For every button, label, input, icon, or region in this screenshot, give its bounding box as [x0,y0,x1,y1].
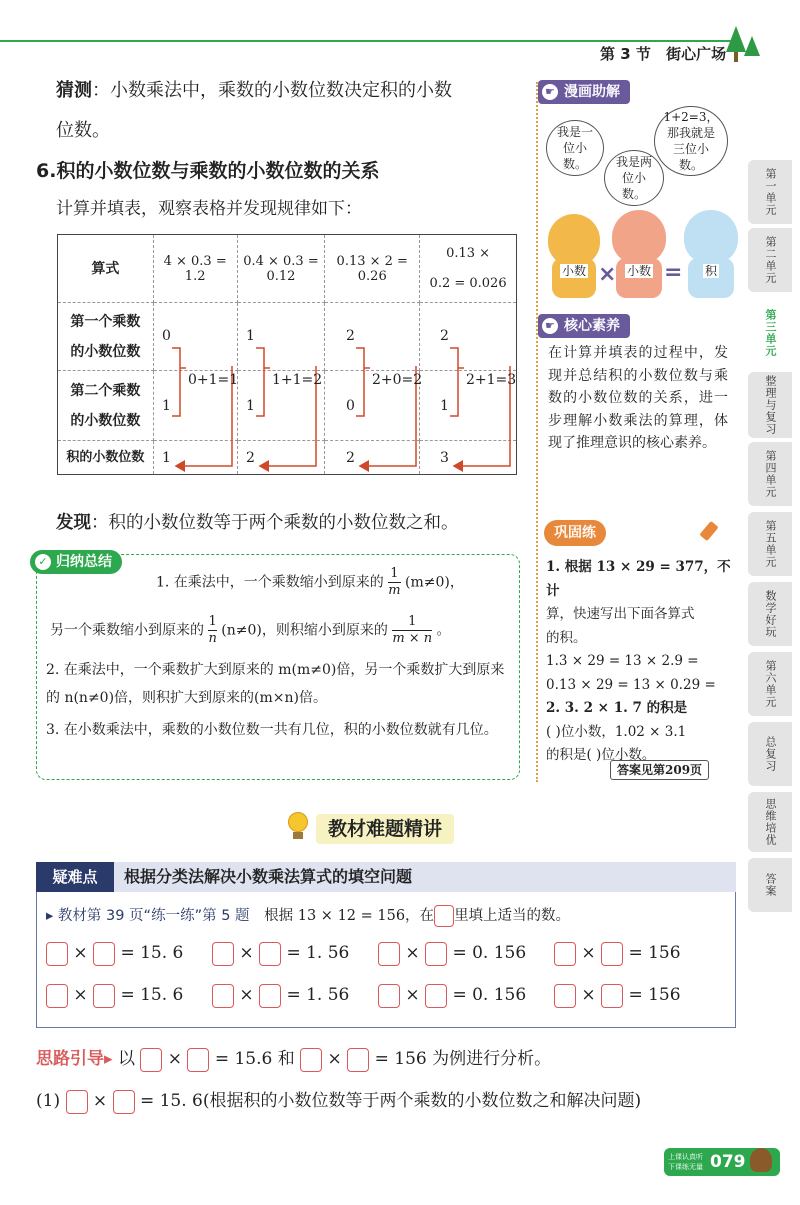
second-digits-4: 1 [440,398,449,414]
blank-box[interactable] [347,1048,369,1072]
guess-paragraph [56,76,531,106]
practice-line: 0.13 × 29 = 13 × 0.29 = [546,676,716,693]
guess-text-cont: 位数。 [56,120,110,141]
first-digits-1: 0 [162,328,171,344]
hint-step1: (1) × = 15. 6(根据积的小数位数等于两个乘数的小数位数之和解决问题) [36,1088,641,1114]
hint-arrow-icon: ▸ [104,1049,113,1069]
row-header-second: 第二个乘数 的小数位数 [58,371,154,441]
fraction-1-over-mn: $\frac{1}{m \times n}$ [392,614,433,646]
equation-result: = 156 [628,985,681,1005]
guess-label: 猜测 [56,80,92,101]
blank-box[interactable] [187,1048,209,1072]
section-title: 街心广场 [666,45,727,63]
core-text: 在计算并填表的过程中，发现并总结积的小数位数与乘数的小数位数的关系，进一步理解小数乘法的算理，体现了推理意识的核心素养。 [548,345,728,452]
step1-label: (1) [36,1091,61,1111]
difficult-title: 根据分类法解决小数乘法算式的填空问题 [124,867,413,886]
blank-box[interactable] [66,1090,88,1114]
equals-symbol: = [664,260,683,285]
tab-unit-2[interactable]: 第二单元 [748,228,792,292]
expr-4 [420,235,517,303]
practice-line: 的积是( )位小数。 [546,747,656,763]
blank-box[interactable] [601,984,623,1008]
footer-slogan: 上课认真听 下课练无量 [668,1153,703,1171]
fraction-1-over-n: $\frac{1}{n}$ [208,614,217,646]
equation-result: = 0. 156 [452,943,527,963]
equation-row1-2: × = 1. 56 [212,940,349,966]
finding-text: ：积的小数位数等于两个乘数的小数位数之和。 [91,513,459,533]
row-header-first: 第一个乘数 的小数位数 [58,303,154,371]
summary-p3: 3. 在小数乘法中，乘数的小数位数一共有几位，积的小数位数就有几位。 [46,722,498,738]
blank-box[interactable] [212,984,234,1008]
times-symbol: × [598,262,617,287]
blank-box [434,905,454,927]
hint-line: 思路引导▸ 以 × = 15.6 和 × = 156 为例进行分析。 [36,1046,551,1072]
expr-3: 0.13 × 2 = 0.26 [325,235,420,303]
equation-row1-3: × = 0. 156 [378,940,526,966]
difficult-ref-line [46,904,570,927]
finding-label: 发现 [56,513,91,533]
tab-unit-8[interactable]: 第六单元 [748,652,792,716]
tab-unit-9[interactable]: 总复习 [748,722,792,786]
tab-unit-5[interactable]: 第四单元 [748,442,792,506]
expr-4-line1: 0.13 × [446,245,491,261]
row-header-product: 积的小数位数 [58,441,154,475]
step1-text: = 15. 6(根据积的小数位数等于两个乘数的小数位数之和解决问题) [139,1091,642,1111]
section-number: 第 3 节 [600,45,651,63]
triangle-icon: ▸ [46,908,54,924]
difficult-ref: 教材第 39 页“练一练”第 5 题 [57,908,250,924]
header-section [600,43,726,64]
product-digits-4: 3 [440,450,449,466]
tab-unit-3[interactable]: 第三单元 [748,300,792,366]
product-digits-1: 1 [162,450,171,466]
equation-result: = 15. 6 [120,943,184,963]
lightbulb-icon [288,812,310,840]
blank-box[interactable] [259,942,281,966]
sum-4: 2+1=3 [466,372,517,388]
blank-box[interactable] [259,984,281,1008]
bear-pink-body: 小数 [616,258,662,298]
practice-line: 算，快速写出下面各算式 [546,606,695,622]
blank-box[interactable] [93,942,115,966]
speech-bubble-1: 我是一位小数。 [546,120,604,176]
blank-box[interactable] [212,942,234,966]
tree-icon [726,26,746,52]
sum-1: 0+1=1 [188,372,239,388]
tab-unit-6[interactable]: 第五单元 [748,512,792,576]
summary-p1-line1: 1. 在乘法中，一个乘数缩小到原来的 $\frac{1}{m}$ (m≠0)， [156,566,464,598]
instruction-text: 计算并填表，观察表格并发现规律如下： [56,199,362,219]
pointing-hand-icon-2: ☛ [542,318,558,334]
expr-1: 4 × 0.3 = 1.2 [153,235,237,303]
blank-box[interactable] [554,984,576,1008]
hint-text-c: = 156 为例进行分析。 [374,1049,552,1069]
practice-line: ( )位小数，1.02 × 3.1 [546,723,687,740]
practice-line: 1. 根据 13 × 29 = 377，不计 [546,559,731,599]
difficult-banner: 教材难题精讲 [316,814,454,844]
hint-text-b: = 15.6 和 [214,1049,295,1069]
second-digits-1: 1 [162,398,171,414]
second-digits-3: 0 [346,398,355,414]
tab-unit-4[interactable]: 整理与复习 [748,372,792,438]
equation-row2-1: × = 15. 6 [46,982,183,1008]
equation-result: = 1. 56 [286,985,350,1005]
blank-box[interactable] [93,984,115,1008]
speech-bubble-3: 1+2=3，那我就是三位小数。 [654,106,728,176]
given-text-a: 根据 13 × 12 = 156，在 [264,908,435,924]
tab-unit-11[interactable]: 答案 [748,858,792,912]
tab-unit-1[interactable]: 第一单元 [748,160,792,224]
fraction-1-over-m: $\frac{1}{m}$ [388,566,401,598]
answer-reference[interactable]: 答案见第209页 [610,760,709,780]
header-rule [0,40,735,42]
blank-box[interactable] [554,942,576,966]
equation-result: = 0. 156 [452,985,527,1005]
first-digits-2: 1 [246,328,255,344]
guess-text: ：小数乘法中，乘数的小数位数决定积的小数 [92,80,452,101]
bear-pink-head [612,210,666,264]
check-icon: ✓ [35,554,51,570]
pointing-hand-icon: ☛ [542,84,558,100]
blank-box[interactable] [140,1048,162,1072]
blank-box[interactable] [425,984,447,1008]
digits-table [57,234,517,475]
hint-label: 思路引导 [36,1049,104,1069]
product-digits-3: 2 [346,450,355,466]
first-digits-4: 2 [440,328,449,344]
summary-p2: 2. 在乘法中，一个乘数扩大到原来的 m(m≠0)倍，另一个乘数扩大到原来的 n(n≠0)倍，则积扩大到原来的(m×n)倍。 [46,662,505,706]
speech-bubble-2: 我是两位小数。 [604,150,664,206]
bear-yellow-body: 小数 [552,258,596,298]
page-number: 079 [710,1152,746,1172]
tree-trunk [734,52,738,62]
bear-blue-body: 积 [688,258,734,298]
blank-box[interactable] [425,942,447,966]
tree-icon-small [744,36,760,56]
difficult-tag: 疑难点 [36,862,114,892]
sum-2: 1+1=2 [272,372,323,388]
summary-tag: ✓ 归纳总结 [30,550,122,574]
equation-result: = 1. 56 [286,943,350,963]
summary-p1-line2: 另一个乘数缩小到原来的 $\frac{1}{n}$ (n≠0)，则积缩小到原来的 $\frac{1}{m \times n}$ 。 [50,614,451,646]
tab-unit-7[interactable]: 数学好玩 [748,582,792,646]
practice-questions [546,556,736,768]
practice-line: 2. 3. 2 × 1. 7 的积是 [546,700,688,716]
expr-4-line2: 0.2 = 0.026 [429,275,507,291]
finding-paragraph [56,508,459,538]
blank-box[interactable] [378,984,400,1008]
hint-text-a: 以 [117,1049,135,1069]
product-digits-2: 2 [246,450,255,466]
practice-line: 1.3 × 29 = 13 × 2.9 = [546,653,699,669]
section-heading: 6.积的小数位数与乘数的小数位数的关系 [36,160,380,182]
core-tag: ☛ 核心素养 [538,314,630,338]
given-text-b: 里填上适当的数。 [454,908,571,924]
equation-result: = 15. 6 [120,985,184,1005]
second-digits-2: 1 [246,398,255,414]
equation-row1-1: × = 15. 6 [46,940,183,966]
first-digits-3: 2 [346,328,355,344]
equation-row1-4: × = 156 [554,940,681,966]
mascot-icon [750,1148,772,1172]
tab-unit-10[interactable]: 思维培优 [748,792,792,852]
equation-row2-4: × = 156 [554,982,681,1008]
bear-blue-head [684,210,738,264]
row-header-expr: 算式 [58,235,154,303]
pencil-icon [699,521,718,541]
blank-box[interactable] [300,1048,322,1072]
practice-line: 的积。 [546,629,587,646]
equation-row2-3: × = 0. 156 [378,982,526,1008]
practice-tag: 巩固练 [544,520,606,546]
equation-row2-2: × = 1. 56 [212,982,349,1008]
column-divider [536,82,538,782]
expr-2: 0.4 × 0.3 = 0.12 [237,235,325,303]
equation-result: = 156 [628,943,681,963]
blank-box[interactable] [378,942,400,966]
blank-box[interactable] [46,942,68,966]
blank-box[interactable] [601,942,623,966]
sum-3: 2+0=2 [372,372,423,388]
comic-tag: ☛ 漫画助解 [538,80,630,104]
blank-box[interactable] [113,1090,135,1114]
blank-box[interactable] [46,984,68,1008]
